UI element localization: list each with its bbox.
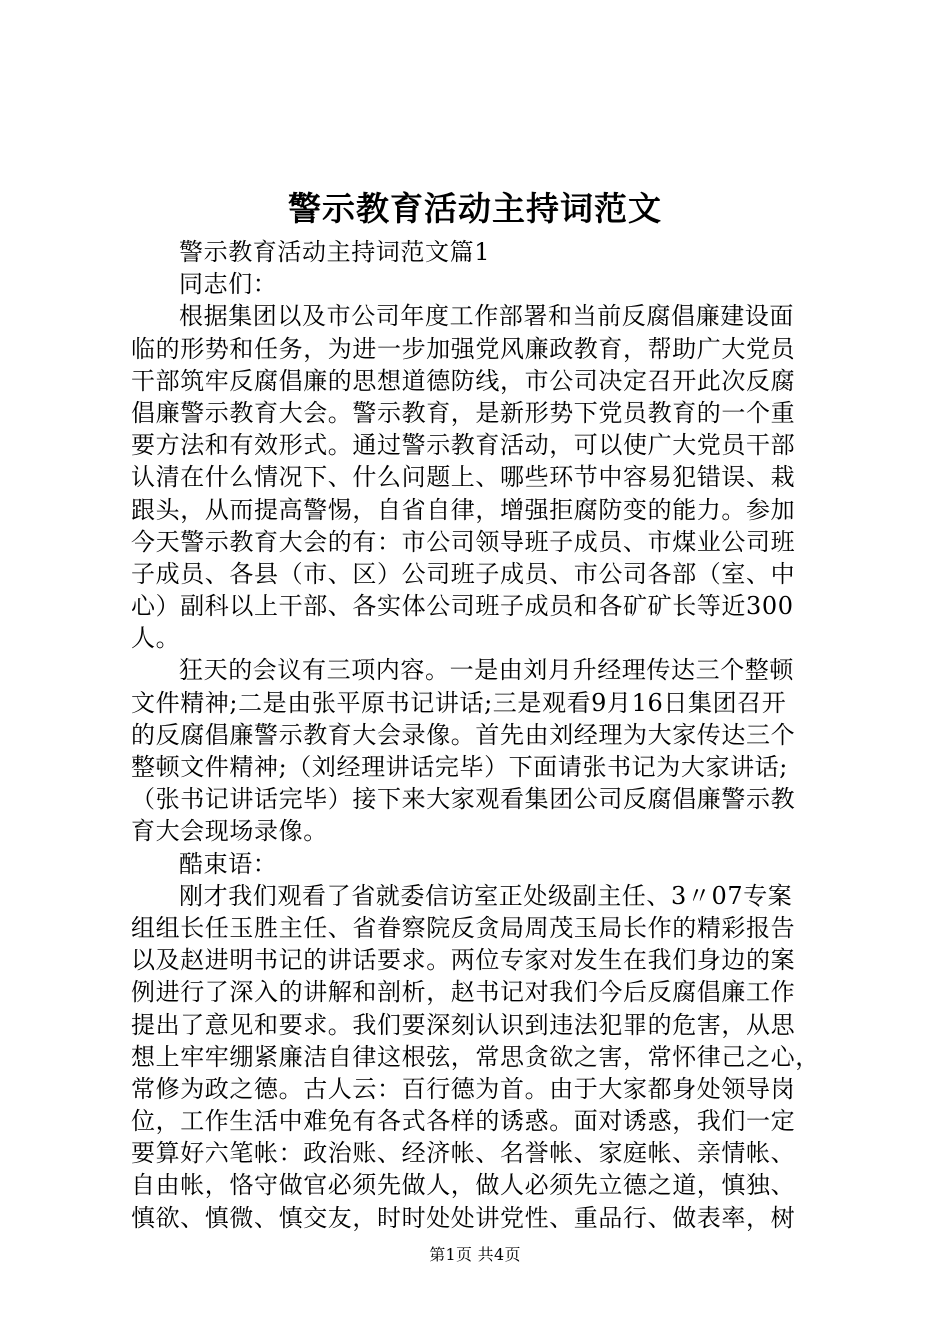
text-line: 人。 — [131, 624, 181, 653]
text-line: 要方法和有效形式。通过警示教育活动，可以使广大党员干部 — [131, 431, 796, 460]
text-line: 刚才我们观看了省就委信访室正处级副主任、3〃07专案 — [179, 881, 793, 910]
text-line: 干部筑牢反腐倡廉的思想道德防线，市公司决定召开此次反腐 — [131, 366, 796, 395]
text-line: 子成员、各县（市、区）公司班子成员、市公司各部（室、中 — [131, 559, 796, 588]
text-line: 自由帐，恪守做官必须先做人，做人必须先立德之道，慎独、 — [131, 1171, 796, 1200]
text-line: 组组长任玉胜主任、省眷察院反贪局周茂玉局长作的精彩报告 — [131, 913, 796, 942]
document-title: 警示教育活动主持词范文 — [288, 189, 662, 228]
text-line: （张书记讲话完毕）接下来大家观看集团公司反腐倡廉警示教 — [131, 785, 796, 814]
text-line: 位，工作生活中难免有各式各样的诱惑。面对诱惑，我们一定 — [131, 1107, 796, 1136]
text-line: 育大会现场录像。 — [131, 817, 328, 846]
text-line: 倡廉警示教育大会。警示教育，是新形势下党员教育的一个重 — [131, 398, 796, 427]
page-footer: 第1页 共4页 — [429, 1245, 521, 1264]
text-line: 例进行了深入的讲解和剖析，赵书记对我们今后反腐倡廉工作 — [131, 978, 796, 1007]
text-line: 想上牢牢绷紧廉洁自律这根弦，常思贪欲之害，常怀律己之心， — [131, 1042, 820, 1071]
text-line: 根据集团以及市公司年度工作部署和当前反腐倡廉建设面 — [179, 302, 794, 331]
text-line: 文件精神;二是由张平原书记讲话;三是观看9月16日集团召开 — [131, 688, 787, 717]
text-line: 慎欲、慎微、慎交友，时时处处讲党性、重品行、做表率，树 — [131, 1203, 796, 1232]
text-line: 心）副科以上干部、各实体公司班子成员和各矿矿长等近300 — [131, 592, 794, 621]
text-line: 跟头，从而提高警惕，自省自律，增强拒腐防变的能力。参加 — [131, 495, 796, 524]
text-line: 常修为政之德。古人云：百行德为首。由于大家都身处领导岗 — [131, 1074, 796, 1103]
text-line: 同志们： — [179, 270, 278, 299]
text-line: 整顿文件精神;（刘经理讲话完毕）下面请张书记为大家讲话; — [131, 753, 788, 781]
text-line: 警示教育活动主持词范文篇1 — [179, 238, 491, 266]
text-line: 狂天的会议有三项内容。一是由刘月升经理传达三个整顿 — [179, 656, 794, 685]
document-body — [131, 236, 831, 1234]
text-line: 提出了意见和要求。我们要深刻认识到违法犯罪的危害，从思 — [131, 1010, 796, 1039]
text-line: 要算好六笔帐：政治账、经济帐、名誉帐、家庭帐、亲情帐、 — [131, 1139, 796, 1168]
text-line: 临的形势和任务，为进一步加强党风廉政教育，帮助广大党员 — [131, 334, 796, 363]
text-line: 以及赵进明书记的讲话要求。两位专家对发生在我们身边的案 — [131, 946, 796, 975]
text-line: 的反腐倡廉警示教育大会录像。首先由刘经理为大家传达三个 — [131, 720, 796, 749]
text-line: 今天警示教育大会的有：市公司领导班子成员、市煤业公司班 — [131, 527, 796, 556]
text-line: 认清在什么情况下、什么问题上、哪些环节中容易犯错误、栽 — [131, 463, 796, 492]
text-line: 酷束语： — [179, 849, 278, 878]
